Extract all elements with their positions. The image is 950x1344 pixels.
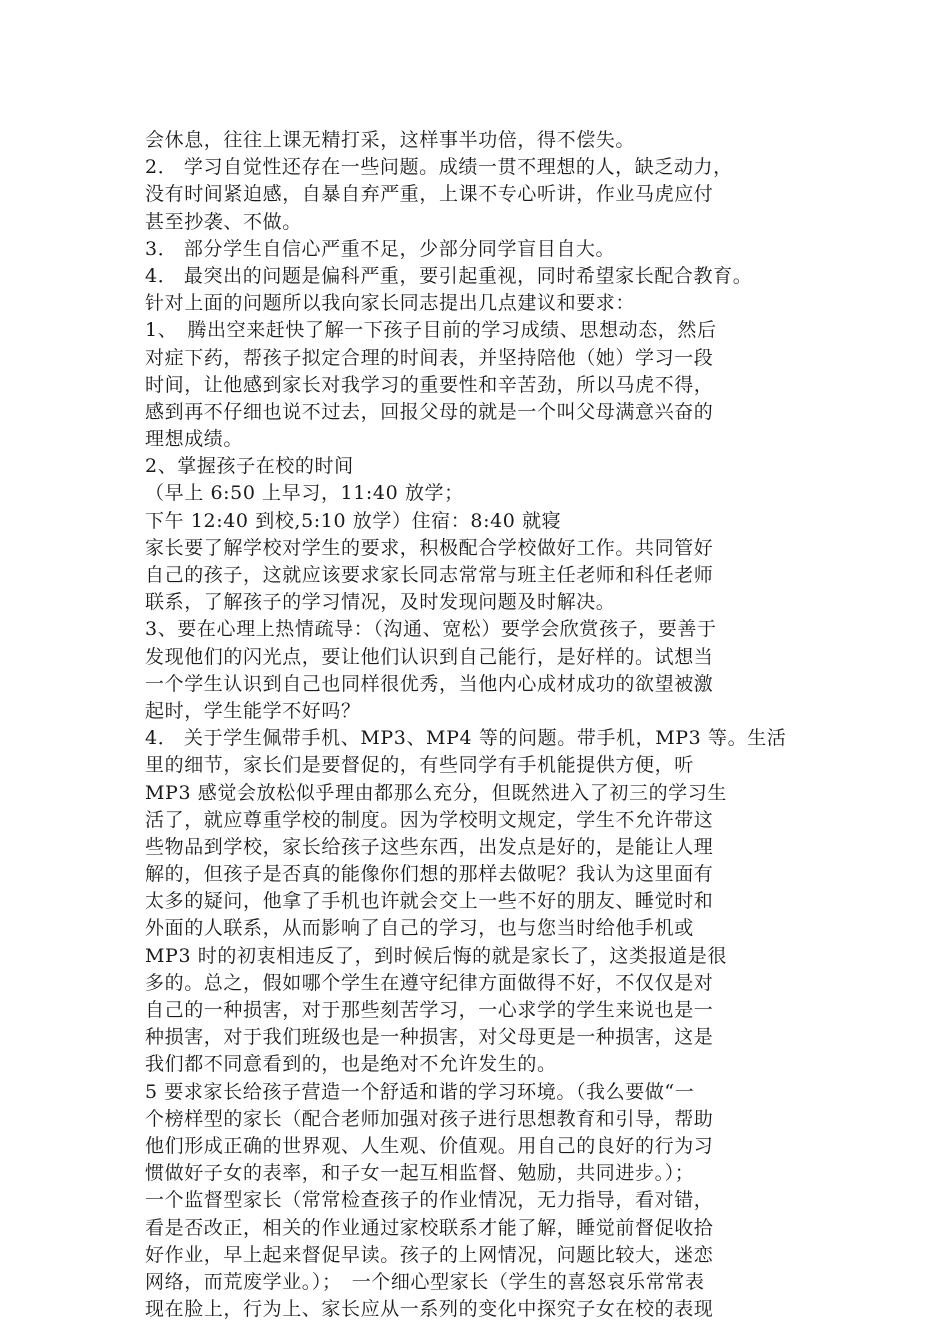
text-line: 起时，学生能学不好吗？ [145, 699, 361, 722]
text-line: 联系，了解孩子的学习情况，及时发现问题及时解决。 [145, 591, 616, 614]
text-line: 里的细节，家长们是要督促的，有些同学有手机能提供方便，听 [145, 754, 694, 777]
text-line: （早上 6:50 上早习，11:40 放学； [145, 482, 464, 505]
text-line: 外面的人联系，从而影响了自己的学习，也与您当时给他手机或 [145, 917, 694, 940]
text-line: 多的。总之，假如哪个学生在遵守纪律方面做得不好，不仅仅是对 [145, 971, 714, 994]
text-line: 2． 学习自觉性还存在一些问题。成绩一贯不理想的人，缺乏动力， [145, 156, 733, 179]
text-line: 惯做好子女的表率，和子女一起互相监督、勉励，共同进步。）； [145, 1162, 695, 1185]
text-line: 解的，但孩子是否真的能像你们想的那样去做呢？我认为这里面有 [145, 863, 714, 886]
text-line: 他们形成正确的世界观、人生观、价值观。用自己的良好的行为习 [145, 1134, 714, 1157]
text-line: 一个学生认识到自己也同样很优秀，当他内心成材成功的欲望被激 [145, 672, 714, 695]
text-line: 4． 最突出的问题是偏科严重，要引起重视，同时希望家长配合教育。 [145, 264, 753, 287]
text-line: 个榜样型的家长（配合老师加强对孩子进行思想教育和引导，帮助 [145, 1107, 714, 1130]
text-line: 种损害，对于我们班级也是一种损害，对父母更是一种损害，这是 [145, 1026, 714, 1049]
text-line: 对症下药，帮孩子拟定合理的时间表，并坚持陪他（她）学习一段 [145, 346, 714, 369]
text-line: 发现他们的闪光点，要让他们认识到自己能行，是好样的。试想当 [145, 645, 714, 668]
text-line: 下午 12:40 到校,5:10 放学）住宿：8:40 就寝 [145, 509, 562, 532]
text-line: 看是否改正，相关的作业通过家校联系才能了解，睡觉前督促收拾 [145, 1216, 714, 1239]
text-line: 感到再不仔细也说不过去，回报父母的就是一个叫父母满意兴奋的 [145, 400, 714, 423]
text-line: 没有时间紧迫感，自暴自弃严重，上课不专心听讲，作业马虎应付 [145, 183, 714, 206]
text-line: 2、掌握孩子在校的时间 [145, 455, 354, 478]
text-line: 甚至抄袭、不做。 [145, 210, 302, 233]
text-line: 4． 关于学生佩带手机、MP3、MP4 等的问题。带手机，MP3 等。生活 [145, 727, 787, 750]
text-line: 会休息，往往上课无精打采，这样事半功倍，得不偿失。 [145, 129, 636, 151]
text-line: 时间，让他感到家长对我学习的重要性和辛苦劲，所以马虎不得， [145, 373, 714, 396]
text-line: 理想成绩。 [145, 428, 244, 451]
text-line: MP3 感觉会放松似乎理由都那么充分，但既然进入了初三的学习生 [145, 781, 727, 804]
text-line: 一个监督型家长（常常检查孩子的作业情况，无力指导，看对错， [145, 1189, 714, 1212]
text-line: 家长要了解学校对学生的要求，积极配合学校做好工作。共同管好 [145, 536, 714, 559]
body-text [145, 127, 825, 1323]
text-line: 活了，就应尊重学校的制度。因为学校明文规定，学生不允许带这 [145, 808, 714, 831]
text-line: MP3 时的初衷相违反了，到时候后悔的就是家长了，这类报道是很 [145, 944, 727, 967]
text-line: 太多的疑问，他拿了手机也许就会交上一些不好的朋友、睡觉时和 [145, 890, 714, 913]
text-line: 些物品到学校，家长给孩子这些东西，出发点是好的，是能让人理 [145, 835, 714, 858]
text-line: 现在脸上，行为上、家长应从一系列的变化中探究子女在校的表现 [145, 1298, 714, 1321]
text-line: 3、要在心理上热情疏导：（沟通、宽松）要学会欣赏孩子，要善于 [145, 618, 717, 641]
text-line: 自己的一种损害，对于那些刻苦学习，一心求学的学生来说也是一 [145, 999, 714, 1021]
text-line: 1、 腾出空来赶快了解一下孩子目前的学习成绩、思想动态，然后 [145, 319, 717, 342]
text-line: 网络，而荒废学业。）； 一个细心型家长（学生的喜怒哀乐常常表 [145, 1270, 705, 1293]
text-line: 5 要求家长给孩子营造一个舒适和谐的学习环境。（我么要做“一 [145, 1080, 695, 1103]
text-line: 我们都不同意看到的，也是绝对不允许发生的。 [145, 1053, 557, 1076]
text-line: 针对上面的问题所以我向家长同志提出几点建议和要求： [145, 292, 636, 315]
text-line: 3． 部分学生自信心严重不足，少部分同学盲目自大。 [145, 237, 616, 260]
text-line: 好作业，早上起来督促早读。孩子的上网情况，问题比较大，迷恋 [145, 1243, 714, 1266]
text-line: 自己的孩子，这就应该要求家长同志常常与班主任老师和科任老师 [145, 564, 714, 586]
